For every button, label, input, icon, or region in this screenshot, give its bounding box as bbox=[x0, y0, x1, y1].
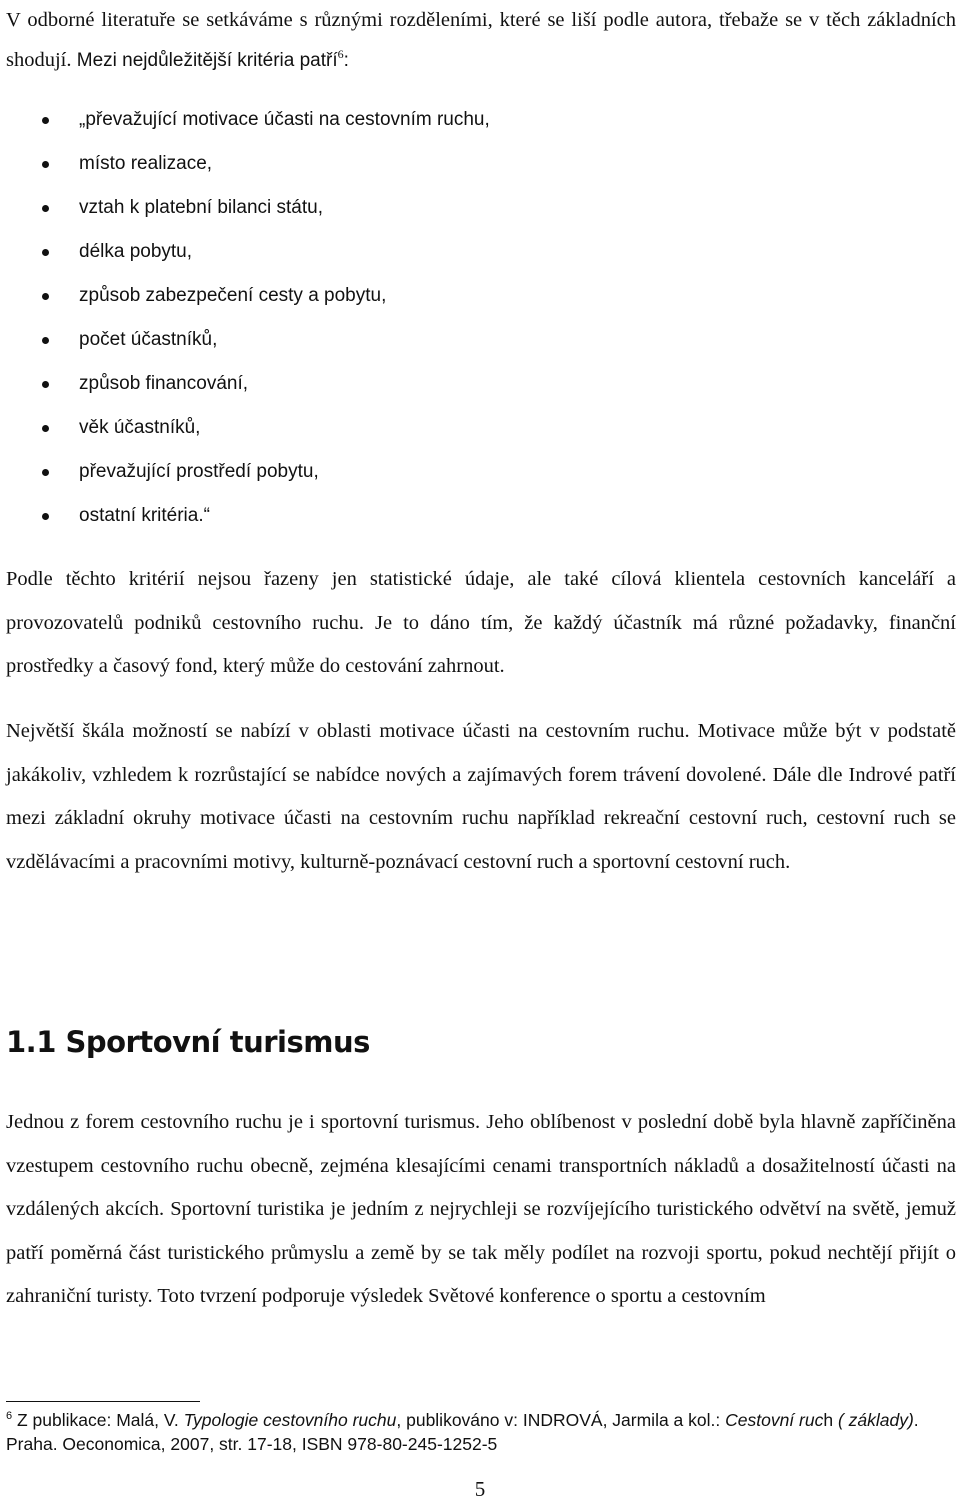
section-heading: 1.1 Sportovní turismus bbox=[6, 1025, 370, 1059]
paragraph-motivation: Největší škála možností se nabízí v oblasti motivace účasti na cestovním ruchu. Motivace může být v podstatě jakákoliv, vzhledem k rozrůstající se nabídce nových a zajímavých forem trávení dovolené. Dále dle Indrové patří mezi základní okruhy motivace účasti na cestovním ruchu například rekreační cestovní ruch, cestovní ruch se vzdělávacími a pracovními motivy, kulturně-poznávací cestovní ruch a sportovní cestovní ruch. bbox=[6, 720, 956, 873]
bullet-icon bbox=[42, 337, 49, 344]
list-item: věk účastníků, bbox=[0, 406, 490, 450]
bullet-icon bbox=[42, 513, 49, 520]
list-item: vztah k platební bilanci státu, bbox=[0, 186, 490, 230]
footnote-title: Typologie cestovního ruchu bbox=[183, 1410, 397, 1430]
criteria-list bbox=[0, 98, 490, 538]
bullet-icon bbox=[42, 381, 49, 388]
bullet-icon bbox=[42, 425, 49, 432]
bullet-icon bbox=[42, 117, 49, 124]
paragraph-criteria-usage: Podle těchto kritérií nejsou řazeny jen statistické údaje, ale také cílová klientela cestovních kanceláří a provozovatelů podniků cestovního ruchu. Je to dáno tím, že každý účastník má různé požadavky, finanční prostředky a časový fond, který může do cestování zahrnout. bbox=[6, 568, 956, 677]
list-item: délka pobytu, bbox=[0, 230, 490, 274]
bullet-icon bbox=[42, 469, 49, 476]
intro-colon: : bbox=[343, 50, 349, 71]
page-number: 5 bbox=[474, 1477, 486, 1501]
bullet-icon bbox=[42, 293, 49, 300]
footnote: $^6$ Z publikace: Malá, V. Typologie cestovního ruchu, publikováno v: INDROVÁ, Jarmila a kol.: Cestovní ruch ( základy). Praha. Oeconomica, 2007, str. 17-18, ISBN 978-80-245-1252-5 bbox=[6, 1410, 919, 1454]
footnote-number: 6 bbox=[6, 1410, 13, 1423]
paragraph-sport-tourism: Jednou z forem cestovního ruchu je i sportovní turismus. Jeho oblíbenost v poslední době byla hlavně zapříčiněna vzestupem cestovního ruchu obecně, zejména klesajícími cenami transportních nákladů a dosažitelností účasti na vzdálených akcích. Sportovní turistika je jedním z nejrychleji se rozvíjejícího turistického odvětví na světě, jemuž patří poměrná část turistického průmyslu a země by se tak měly podílet na rozvoji sportu, pokud nechtějí přijít o zahraniční turisty. Toto tvrzení podporuje výsledek Světové konference o sportu a cestovním bbox=[6, 1111, 956, 1307]
intro-sans-text: Mezi nejdůležitější kritéria patří bbox=[71, 50, 338, 71]
bullet-icon bbox=[42, 161, 49, 168]
footnote-title-2: Cestovní ruc bbox=[725, 1410, 824, 1430]
intro-text: V odborné literatuře se setkáváme s různými rozděleními, které se liší podle autora, třebaže se v těch základních shodují. bbox=[6, 9, 956, 71]
bullet-icon bbox=[42, 205, 49, 212]
bullet-icon bbox=[42, 249, 49, 256]
list-item: „převažující motivace účasti na cestovním ruchu, bbox=[0, 98, 490, 142]
list-item: způsob zabezpečení cesty a pobytu, bbox=[0, 274, 490, 318]
footnote-reference[interactable]: 6 bbox=[337, 47, 344, 62]
intro-paragraph bbox=[6, 0, 956, 81]
list-item: místo realizace, bbox=[0, 142, 490, 186]
list-item: způsob financování, bbox=[0, 362, 490, 406]
footnote-divider bbox=[6, 1401, 200, 1402]
list-item: počet účastníků, bbox=[0, 318, 490, 362]
list-item: ostatní kritéria.“ bbox=[0, 494, 490, 538]
list-item: převažující prostředí pobytu, bbox=[0, 450, 490, 494]
